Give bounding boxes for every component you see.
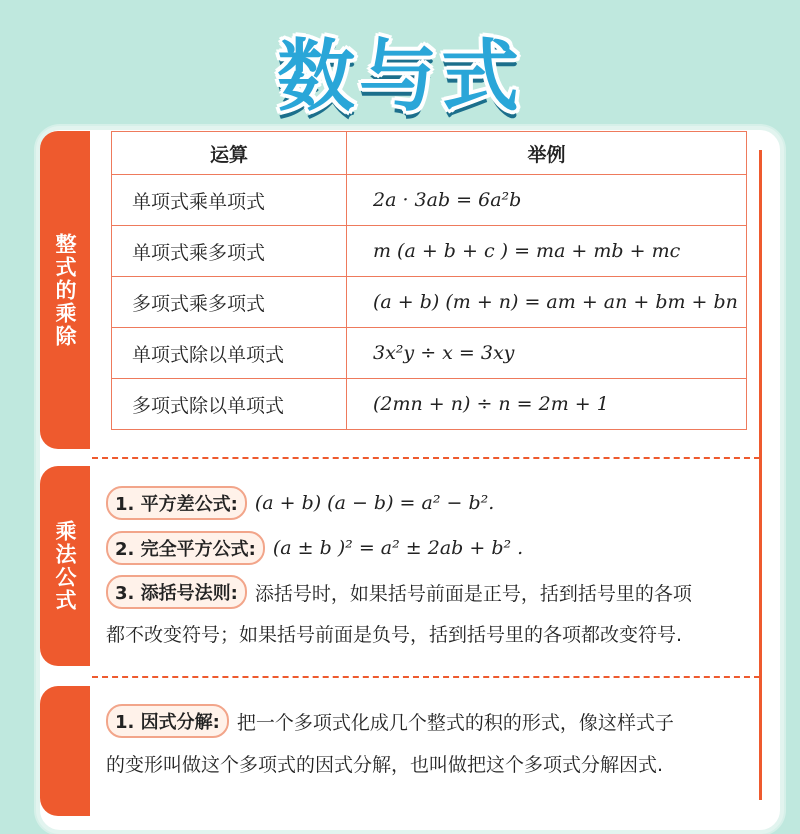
table-row (112, 328, 747, 379)
table-row (112, 226, 747, 277)
section-label-factor (40, 686, 90, 816)
section-divider (92, 457, 760, 459)
operation-cell: 单项式除以单项式 (112, 328, 347, 379)
section-label-formula (40, 466, 90, 666)
formula-text: 添括号时，如果括号前面是正号，括到括号里的各项 (254, 582, 692, 605)
bracket-rule-continued: 都不改变符号；如果括号前面是负号，括到括号里的各项都改变符号. (106, 624, 683, 646)
operations-table (111, 131, 747, 430)
table-row (112, 277, 747, 328)
page-title: 数与式 (276, 32, 523, 122)
example-cell: (a + b) (m + n) = am + an + bm + bn (347, 277, 747, 328)
section-label-multiply (40, 131, 90, 449)
example-cell: 2a · 3ab = 6a²b (347, 175, 747, 226)
formula-label: 2. 完全平方公式: (106, 531, 265, 565)
formula-text: (a ± b )² = a² ± 2ab + b² . (272, 537, 524, 559)
operation-cell: 单项式乘单项式 (112, 175, 347, 226)
formula-perfect-square (106, 531, 523, 565)
formula-text: (a + b) (a − b) = a² − b². (254, 492, 495, 514)
operation-cell: 多项式乘多项式 (112, 277, 347, 328)
header-operation: 运算 (112, 132, 347, 175)
table-row (112, 175, 747, 226)
section-label-formula-text: 乘法公式 (53, 520, 77, 612)
bracket-rule (106, 575, 692, 609)
factor-label: 1. 因式分解: (106, 704, 229, 738)
formula-label: 3. 添括号法则: (106, 575, 247, 609)
example-cell: (2mn + n) ÷ n = 2m + 1 (347, 379, 747, 430)
operation-cell: 多项式除以单项式 (112, 379, 347, 430)
factor-line1: 把一个多项式化成几个整式的积的形式，像这样式子 (236, 711, 674, 734)
example-cell: m (a + b + c ) = ma + mb + mc (347, 226, 747, 277)
factorization-definition-continued: 的变形叫做这个多项式的因式分解，也叫做把这个多项式分解因式. (106, 754, 664, 776)
table-row (112, 379, 747, 430)
section-divider (92, 676, 760, 678)
example-cell: 3x²y ÷ x = 3xy (347, 328, 747, 379)
table-header-row (112, 132, 747, 175)
right-border-line (759, 150, 762, 800)
factorization-definition (106, 704, 674, 738)
header-example: 举例 (347, 132, 747, 175)
operation-cell: 单项式乘多项式 (112, 226, 347, 277)
formula-difference-of-squares (106, 486, 494, 520)
formula-label: 1. 平方差公式: (106, 486, 247, 520)
section-label-multiply-text: 整式的乘除 (53, 232, 77, 348)
